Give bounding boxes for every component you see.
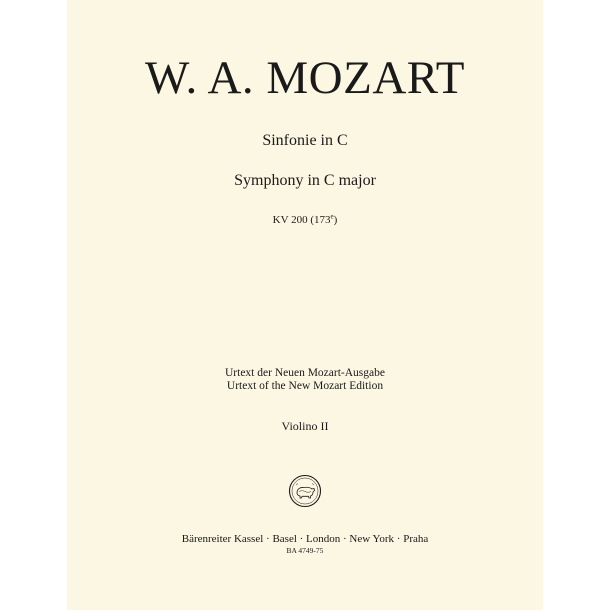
order-number: BA 4749-75 [286, 546, 324, 555]
urtext-line-english: Urtext of the New Mozart Edition [226, 380, 384, 392]
urtext-line-german: Urtext der Neuen Mozart-Ausgabe [225, 367, 385, 379]
title-english: Symphony in C major [234, 172, 376, 189]
catalog-number-main: KV 200 (173 [272, 214, 331, 226]
publisher-line: Bärenreiter Kassel · Basel · London · New York · Praha [181, 533, 429, 545]
title-german: Sinfonie in C [262, 132, 348, 149]
part-name: Violino II [281, 419, 329, 433]
composer-name: W. A. MOZART [144, 52, 465, 104]
catalog-number-close: ) [333, 214, 338, 226]
baerenreiter-bear-logo-icon [288, 474, 322, 508]
catalog-number-superscript: e [330, 212, 334, 221]
catalog-number [67, 213, 543, 227]
cover-page [67, 0, 543, 610]
